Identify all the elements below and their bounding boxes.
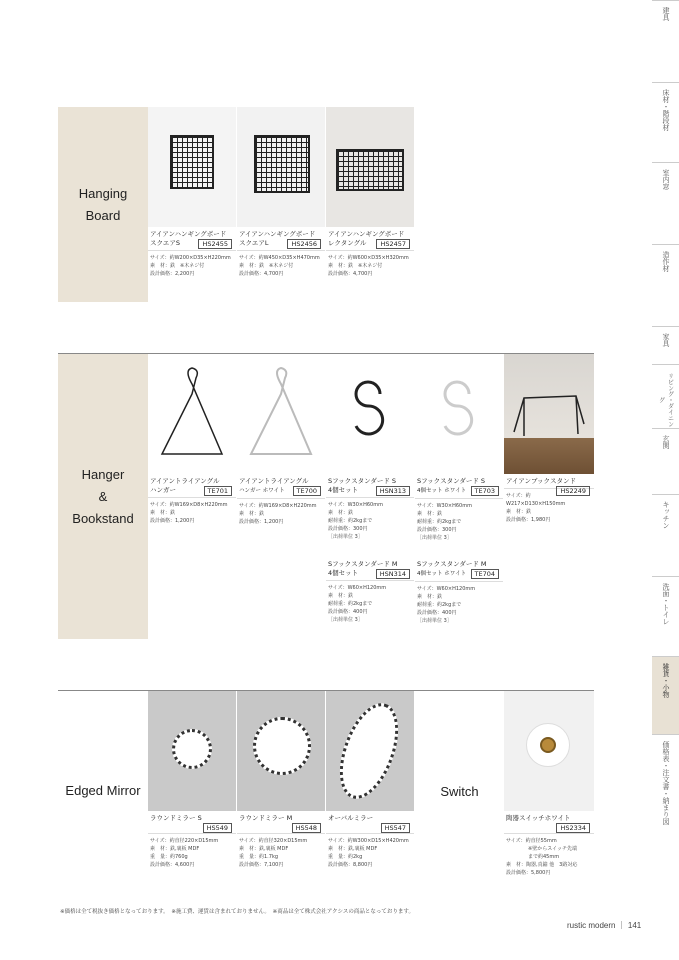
product-specs: サイズ：約直径220×D15mm 素 材：鉄,裏板 MDF 重 量：約760g 設計価格：4,600円 bbox=[148, 833, 236, 869]
tab-interior-window[interactable] bbox=[652, 162, 679, 244]
product-name: Sフックスタンダード S 4個セット HSN313 bbox=[326, 474, 414, 495]
product-name: Sフックスタンダード M 4個セット ホワイト TE704 bbox=[415, 557, 503, 579]
tab-label: 玄関 bbox=[662, 435, 670, 449]
product-photo bbox=[148, 107, 236, 227]
product-name: アイアンハンギングボード スクエアS HS2455 bbox=[148, 227, 236, 248]
tab-tategu[interactable] bbox=[652, 0, 679, 82]
section-title-panel bbox=[58, 354, 148, 639]
product-photo bbox=[415, 354, 503, 474]
section-mirror-switch bbox=[58, 691, 594, 891]
product-code: HS2334 bbox=[556, 823, 590, 833]
product-photo bbox=[504, 691, 594, 811]
product-name: オーバルミラー HS547 bbox=[326, 811, 414, 823]
tab-label: 価格表・注文書・納まり図 bbox=[662, 741, 670, 825]
product-name: アイアントライアングル ハンガー TE701 bbox=[148, 474, 236, 495]
product-code: TE704 bbox=[471, 569, 499, 579]
oval-mirror-image bbox=[328, 695, 409, 806]
white-triangle-hanger-image bbox=[237, 354, 325, 474]
product-name: Sフックスタンダード M 4個セット HSN314 bbox=[326, 557, 414, 578]
product-specs: サイズ：W30×H60mm 素 材：鉄 耐荷重：約2kgまで 設計価格：300円 ［出荷単位 3］ bbox=[415, 498, 503, 542]
product-specs: サイズ：約W200×D35×H220mm 素 材：鉄 ※木ネジ付 設計価格：2,200円 bbox=[148, 250, 236, 278]
tab-flooring[interactable] bbox=[652, 82, 679, 162]
tab-zousaku[interactable] bbox=[652, 244, 679, 326]
product-specs: サイズ：W60×H120mm 素 材：鉄 耐荷重：約2kgまで 設計価格：400円 ［出荷単位 3］ bbox=[326, 580, 414, 624]
round-mirror-image bbox=[253, 717, 311, 775]
product-specs: サイズ：約直径320×D15mm 素 材：鉄,裏板 MDF 重 量：約1.7kg 設計価格：7,100円 bbox=[237, 833, 325, 869]
tab-label: 家具 bbox=[662, 333, 670, 347]
product-name: アイアンハンギングボード スクエアL HS2456 bbox=[237, 227, 325, 248]
product-card[interactable] bbox=[504, 354, 594, 524]
product-code: HS2456 bbox=[287, 239, 321, 249]
tab-label: 建具 bbox=[662, 7, 670, 21]
section-hanging-board bbox=[58, 107, 414, 302]
product-card[interactable] bbox=[326, 354, 414, 541]
tab-price-list[interactable] bbox=[652, 734, 679, 844]
product-code: TE700 bbox=[293, 486, 321, 496]
product-code: TE703 bbox=[471, 486, 499, 496]
product-specs: サイズ：約W169×D8×H220mm 素 材：鉄 設計価格：1,200円 bbox=[148, 497, 236, 525]
product-name: ラウンドミラー M HS548 bbox=[237, 811, 325, 823]
section-title: & bbox=[98, 488, 108, 504]
section-title: Switch bbox=[440, 783, 479, 799]
tab-entrance[interactable] bbox=[652, 428, 679, 494]
product-specs: サイズ：約W169×D8×H220mm 素 材：鉄 設計価格：1,200円 bbox=[237, 498, 325, 526]
tab-label: 洗面・トイレ bbox=[662, 583, 670, 625]
product-specs: サイズ：約W300×D15×H420mm 素 材：鉄,裏板 MDF 重 量：約2kg 設計価格：8,800円 bbox=[326, 833, 414, 869]
product-photo bbox=[237, 107, 325, 227]
section-title-panel bbox=[58, 107, 148, 302]
product-code: HS549 bbox=[203, 823, 232, 833]
triangle-hanger-image bbox=[148, 354, 236, 474]
product-name: ラウンドミラー S HS549 bbox=[148, 811, 236, 823]
bookstand-image bbox=[504, 354, 594, 474]
product-card[interactable] bbox=[237, 107, 325, 278]
product-specs: サイズ：約直径55mm ※壁からスイッチ先端 まで約45mm 素 材：陶器,真鍮 他 3路対応 設計価格：5,800円 bbox=[504, 833, 594, 877]
product-code: HSN314 bbox=[376, 569, 410, 579]
product-card[interactable] bbox=[504, 691, 594, 877]
tab-goods-active[interactable] bbox=[652, 656, 679, 734]
product-specs: サイズ：W30×H60mm 素 材：鉄 耐荷重：約2kgまで 設計価格：300円 ［出荷単位 3］ bbox=[326, 497, 414, 541]
section-title: Edged Mirror bbox=[65, 783, 141, 798]
grid-board-image bbox=[254, 135, 310, 193]
product-code: HS2457 bbox=[376, 239, 410, 249]
tab-living[interactable] bbox=[652, 364, 679, 428]
product-photo bbox=[504, 354, 594, 474]
white-s-hook-image bbox=[415, 354, 503, 474]
tab-label: 造作材 bbox=[662, 251, 670, 272]
product-specs: サイズ：W60×H120mm 素 材：鉄 耐荷重：約2kgまで 設計価格：400円 ［出荷単位 3］ bbox=[415, 581, 503, 625]
product-code: HS547 bbox=[381, 823, 410, 833]
product-card[interactable] bbox=[148, 691, 236, 869]
product-code: HSN313 bbox=[376, 486, 410, 496]
product-photo bbox=[326, 107, 414, 227]
round-mirror-image bbox=[172, 729, 212, 769]
product-specs: サイズ：約W450×D35×H470mm 素 材：鉄 ※木ネジ付 設計価格：4,700円 bbox=[237, 250, 325, 278]
section-title: Bookstand bbox=[72, 510, 134, 526]
product-name: 陶器スイッチホワイト HS2334 bbox=[504, 811, 594, 823]
product-photo bbox=[237, 354, 325, 474]
tab-label: リビング・ダイニング bbox=[657, 372, 674, 427]
product-card[interactable] bbox=[148, 354, 236, 525]
product-name: アイアンハンギングボード レクタングル HS2457 bbox=[326, 227, 414, 248]
section-title: Hanger bbox=[81, 466, 125, 482]
tab-kitchen[interactable] bbox=[652, 494, 679, 576]
product-code: HS2249 bbox=[556, 486, 590, 496]
grid-board-image bbox=[170, 135, 214, 189]
product-name: アイアンブックスタンド HS2249 bbox=[504, 474, 594, 486]
switch-title-panel bbox=[415, 691, 504, 891]
page-footer-brand: rustic modern ｜ 141 bbox=[567, 921, 642, 930]
tab-furniture[interactable] bbox=[652, 326, 679, 364]
product-card[interactable] bbox=[326, 557, 414, 624]
category-tabs bbox=[652, 0, 679, 960]
tab-label: 室内窓 bbox=[662, 169, 670, 190]
product-photo bbox=[326, 691, 414, 811]
product-card[interactable] bbox=[237, 691, 325, 869]
brass-knob-icon bbox=[540, 737, 556, 753]
product-code: TE701 bbox=[204, 486, 232, 496]
product-photo bbox=[148, 691, 236, 811]
product-card[interactable] bbox=[415, 557, 503, 625]
product-specs: サイズ：約W600×D35×H320mm 素 材：鉄 ※木ネジ付 設計価格：4,700円 bbox=[326, 250, 414, 278]
tab-washroom[interactable] bbox=[652, 576, 679, 656]
section-title: Board bbox=[85, 207, 121, 223]
product-photo bbox=[326, 354, 414, 474]
product-photo bbox=[237, 691, 325, 811]
product-name: アイアントライアングル ハンガー ホワイト TE700 bbox=[237, 474, 325, 496]
product-card[interactable] bbox=[415, 354, 503, 542]
product-card[interactable] bbox=[148, 107, 236, 278]
s-hook-image bbox=[326, 354, 414, 474]
product-card[interactable] bbox=[326, 691, 414, 869]
product-card[interactable] bbox=[326, 107, 414, 278]
product-code: HS548 bbox=[292, 823, 321, 833]
product-specs: サイズ：約W217×D130×H150mm 素 材：鉄 設計価格：1,980円 bbox=[504, 488, 594, 524]
tab-label: 雑貨・小物 bbox=[662, 663, 670, 698]
product-code: HS2455 bbox=[198, 239, 232, 249]
product-name: Sフックスタンダード S 4個セット ホワイト TE703 bbox=[415, 474, 503, 496]
tab-label: 床材・階段材 bbox=[662, 89, 670, 131]
section-hanger-bookstand bbox=[58, 354, 594, 639]
product-photo bbox=[148, 354, 236, 474]
tab-label: キッチン bbox=[662, 501, 670, 529]
footer-note: ※価格は全て税抜き価格となっております。 ※施工費、運賃は含まれておりません。 ※商品は全て株式会社アクシスの商品となっております。 bbox=[60, 909, 414, 915]
grid-board-image bbox=[336, 149, 404, 191]
section-title-panel bbox=[58, 691, 148, 891]
product-card[interactable] bbox=[237, 354, 325, 526]
section-title: Hanging bbox=[78, 185, 128, 201]
